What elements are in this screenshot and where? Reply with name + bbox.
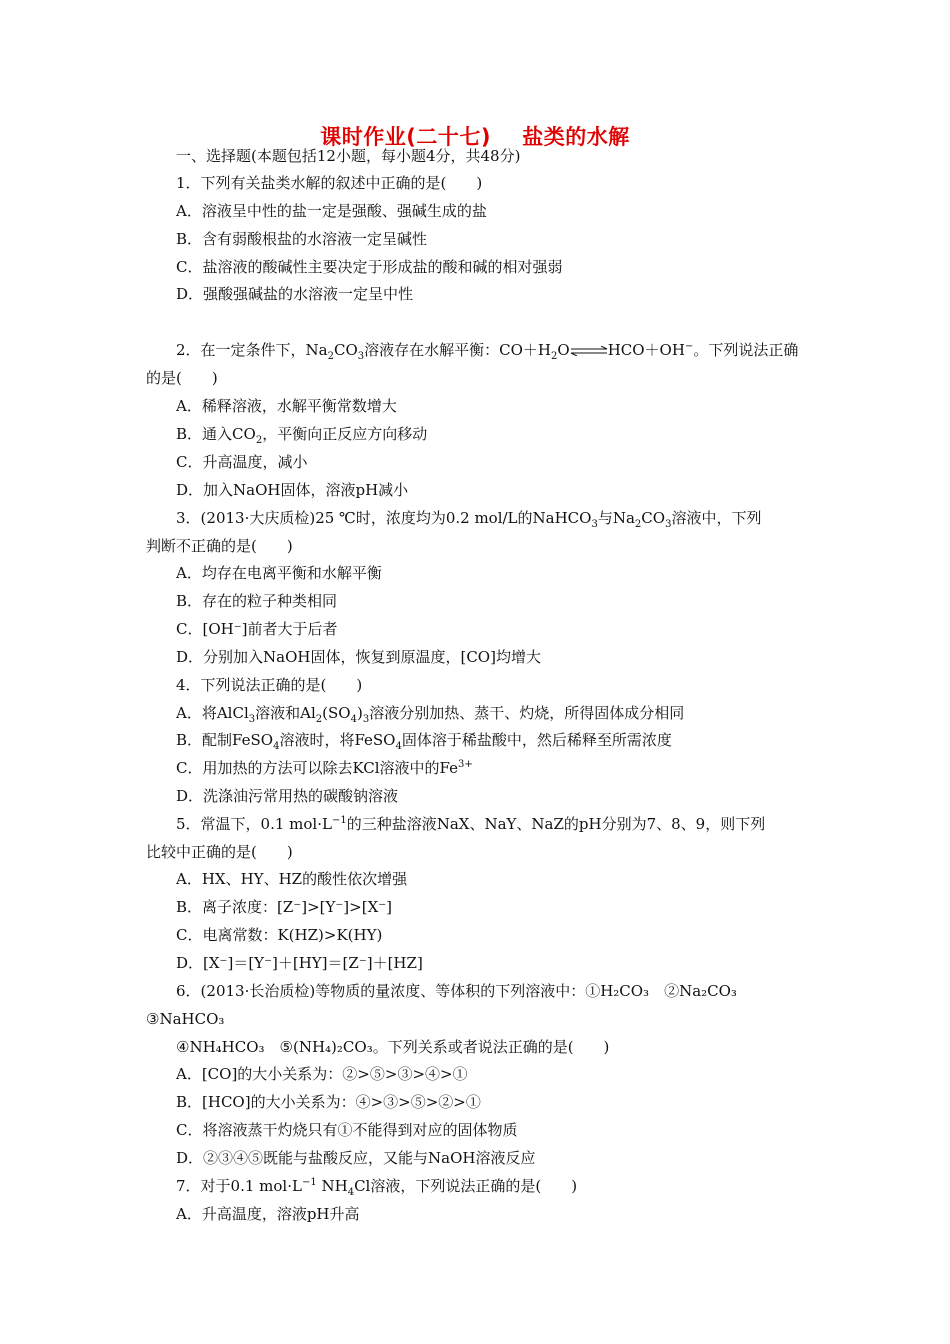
q3-option-c: C．[OH⁻]前者大于后者 [176,620,338,638]
q4-stem: 4．下列说法正确的是( ) [176,676,363,694]
q6-option-a: A．[CO]的大小关系为：②>⑤>③>④>① [176,1065,468,1083]
q6-stem: 6．(2013·长治质检)等物质的量浓度、等体积的下列溶液中：①H₂CO₃ ②Na₂CO₃ [176,982,737,1000]
q6-option-d: D．②③④⑤既能与盐酸反应，又能与NaOH溶液反应 [176,1149,536,1167]
q4-option-b: B．配制FeSO$_4$溶液时，将FeSO$_4$固体溶于稀盐酸中，然后稀释至所需浓度 [176,731,672,751]
q3-stem: 3．(2013·大庆质检)25 ℃时，浓度均为0.2 mol/L的NaHCO$_3$与$Na_2CO_3$溶液中，下列 [176,509,762,529]
q2-option-c: C．升高温度，减小 [176,453,308,471]
q5-stem: 5．常温下，0.1 $mol\cdot L^{-1}$的三种盐溶液NaX、NaY、NaZ的pH分别为7、8、9，则下列 [176,815,766,833]
q1-option-d: D．强酸强碱盐的水溶液一定呈中性 [176,285,414,303]
q5-option-b: B．离子浓度：[Z⁻]>[Y⁻]>[X⁻] [176,898,393,916]
q1-stem: 1．下列有关盐类水解的叙述中正确的是( ) [176,174,483,192]
q5-option-a: A．HX、HY、HZ的酸性依次增强 [176,870,408,888]
q3-option-a: A．均存在电离平衡和水解平衡 [176,564,382,582]
q1-option-b: B．含有弱酸根盐的水溶液一定呈碱性 [176,230,428,248]
q2-option-b: B．通入$CO_2$，平衡向正反应方向移动 [176,425,428,445]
q5-option-d: D．[X⁻]＝[Y⁻]＋[HY]＝[Z⁻]＋[HZ] [176,954,423,972]
q4-option-d: D．洗涤油污常用热的碳酸钠溶液 [176,787,399,805]
title-main: 课时作业(二十七) [320,125,491,149]
q7-option-a: A．升高温度，溶液pH升高 [176,1205,360,1223]
q6-option-c: C．将溶液蒸干灼烧只有①不能得到对应的固体物质 [176,1121,518,1139]
q4-option-a: A．将AlCl$_3$溶液和$Al_2(SO_4)_3$溶液分别加热、蒸干、灼烧，所得固体成分相同 [176,704,685,724]
q3-option-b: B．存在的粒子种类相同 [176,592,338,610]
q2-option-a: A．稀释溶液，水解平衡常数增大 [176,397,397,415]
q2-option-d: D．加入NaOH固体，溶液pH减小 [176,481,409,499]
section-heading: 一、选择题(本题包括12小题，每小题4分，共48分) [176,147,521,165]
q5-stem-cont: 比较中正确的是( ) [146,843,293,861]
q5-option-c: C．电离常数：K(HZ)>K(HY) [176,926,383,944]
q1-option-a: A．溶液呈中性的盐一定是强酸、强碱生成的盐 [176,202,487,220]
q6-stem-cont2: ④NH₄HCO₃ ⑤(NH₄)₂CO₃。下列关系或者说法正确的是( ) [176,1038,610,1056]
q6-option-b: B．[HCO]的大小关系为：④>③>⑤>②>① [176,1093,481,1111]
q7-stem: 7．对于0.1 $mol\cdot L^{-1}$ $NH_4Cl$溶液，下列说法正确的是( ) [176,1177,578,1197]
q2-stem-cont: 的是( ) [146,369,218,387]
q3-option-d: D．分别加入NaOH固体，恢复到原温度，[CO]均增大 [176,648,541,666]
q1-option-c: C．盐溶液的酸碱性主要决定于形成盐的酸和碱的相对强弱 [176,258,563,276]
q3-stem-cont: 判断不正确的是( ) [146,537,293,555]
q2-stem: 2．在一定条件下，$Na_2CO_3$溶液存在水解平衡：$CO+H_2O$ HCO＋OH−。下列说法正确 [176,341,799,361]
q6-stem-cont: ③NaHCO₃ [146,1010,225,1028]
q4-option-c: C．用加热的方法可以除去KCl溶液中的$Fe^{3+}$ [176,759,473,777]
equilibrium-arrow-icon [570,346,608,356]
title-sub: 盐类的水解 [522,125,630,149]
